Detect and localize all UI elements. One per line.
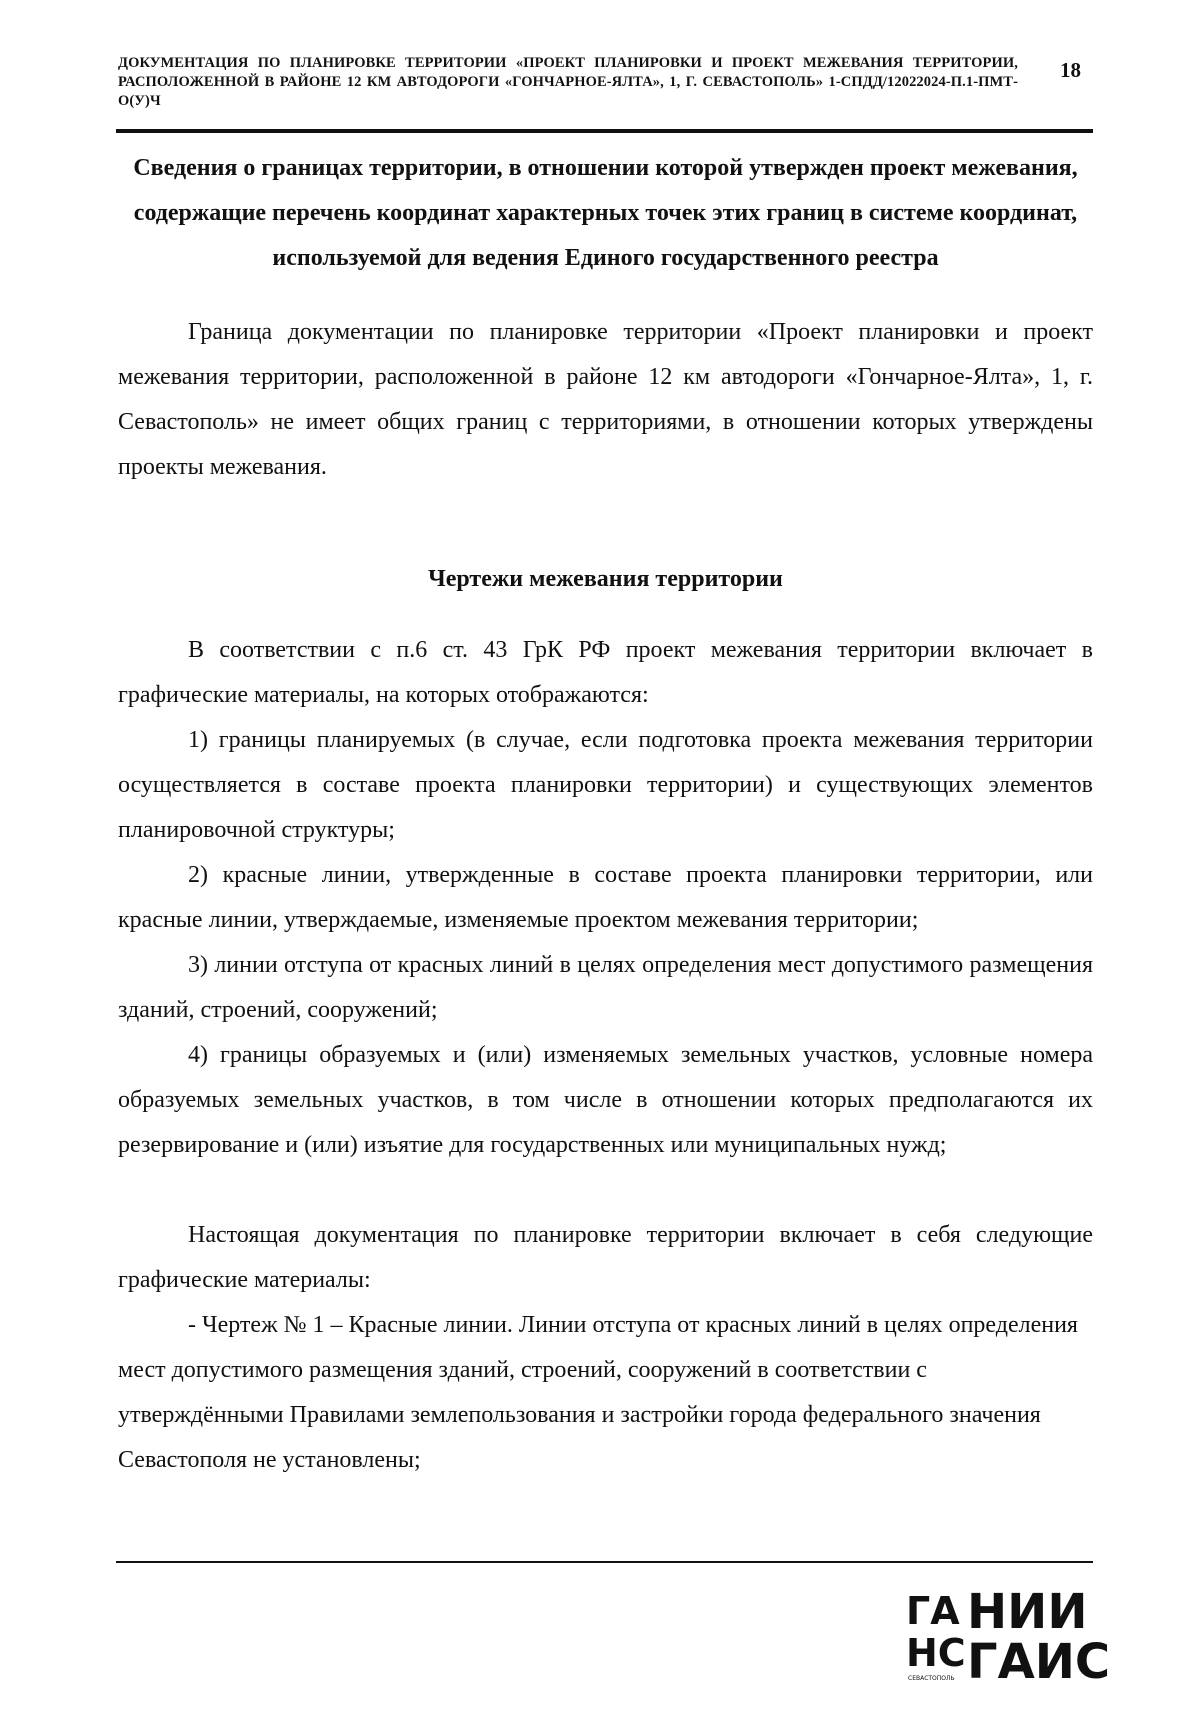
- list-item-4: 4) границы образуемых и (или) изменяемых земельных участков, условные номера образуемых земельных участков, в том числе в отношении которых предполагаются их резервирование и (или) изъятие для государственных или муниципальных нужд;: [118, 1042, 1093, 1158]
- logo-mark-top: ГА: [906, 1589, 960, 1633]
- drawings-title: Чертежи межевания территории: [428, 566, 783, 592]
- logo-text-line1: НИИ: [967, 1584, 1088, 1640]
- logo-text-line2: ГАИС: [967, 1634, 1111, 1690]
- section-title: Сведения о границах территории, в отношении которой утвержден проект межевания, содержащие перечень координат характерных точек этих границ в системе координат, используемой для ведения Единого государственного реестра: [133, 155, 1078, 271]
- header-rule: [116, 129, 1093, 133]
- footer-rule: [116, 1561, 1093, 1563]
- list-item-1: 1) границы планируемых (в случае, если подготовка проекта межевания территории осуществляется в составе проекта планировки территории) и существующих элементов планировочной структуры;: [118, 727, 1093, 843]
- logo-caption: СЕВАСТОПОЛЬ: [908, 1675, 955, 1682]
- drawings-intro: В соответствии с п.6 ст. 43 ГрК РФ проект межевания территории включает в графические материалы, на которых отображаются:: [118, 637, 1093, 708]
- page-number: 18: [1060, 58, 1081, 82]
- materials-intro: Настоящая документация по планировке территории включает в себя следующие графические материалы:: [118, 1222, 1093, 1293]
- niigais-logo: [905, 1580, 1111, 1690]
- list-item-2: 2) красные линии, утвержденные в составе проекта планировки территории, или красные линии, утверждаемые, изменяемые проектом межевания территории;: [118, 862, 1093, 933]
- list-item-3: 3) линии отступа от красных линий в целях определения мест допустимого размещения зданий, строений, сооружений;: [118, 952, 1093, 1023]
- logo-mark-bottom: НС: [906, 1631, 966, 1675]
- boundary-paragraph: Граница документации по планировке территории «Проект планировки и проект межевания территории, расположенной в районе 12 км автодороги «Гончарное-Ялта», 1, г. Севастополь» не имеет общих границ с территориями, в отношении которых утверждены проекты межевания.: [118, 319, 1093, 480]
- drawing-1-description: - Чертеж № 1 – Красные линии. Линии отступа от красных линий в целях определения мест допустимого размещения зданий, строений, сооружений в соответствии с утверждёнными Правилами землепользования и застройки города федерального значения Севастополя не установлены;: [118, 1312, 1078, 1473]
- document-header: ДОКУМЕНТАЦИЯ ПО ПЛАНИРОВКЕ ТЕРРИТОРИИ «ПРОЕКТ ПЛАНИРОВКИ И ПРОЕКТ МЕЖЕВАНИЯ ТЕРРИТОРИИ, РАСПОЛОЖЕННОЙ В РАЙОНЕ 12 КМ АВТОДОРОГИ «ГОНЧАРНОЕ-ЯЛТА», 1, Г. СЕВАСТОПОЛЬ» 1-СПДД/12022024-П.1-ПМТ-О(У)Ч: [118, 55, 1018, 109]
